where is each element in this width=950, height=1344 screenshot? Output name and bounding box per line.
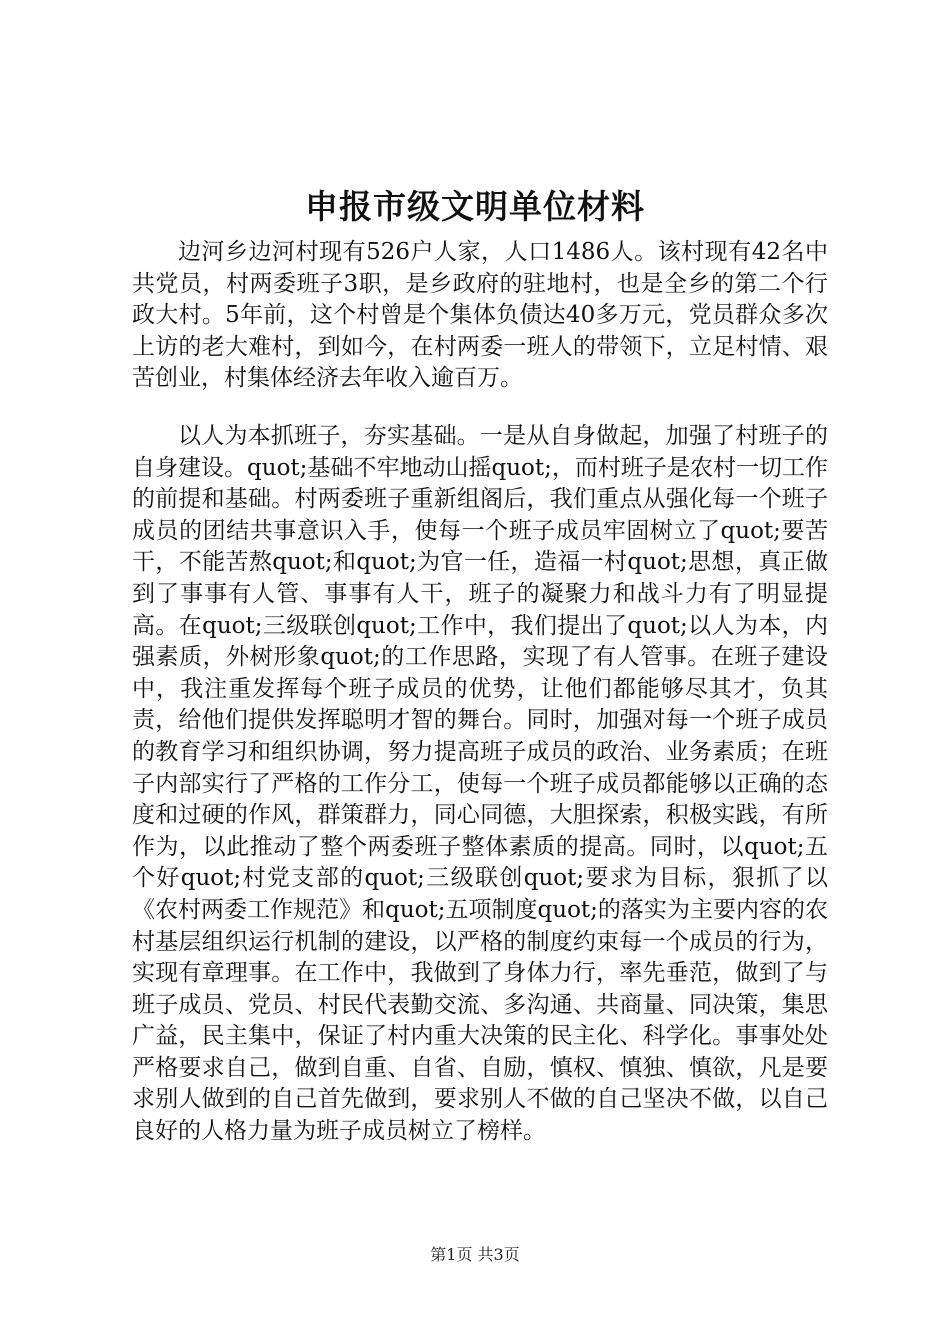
paragraph-intro: 边河乡边河村现有526户人家，人口1486人。该村现有42名中共党员，村两委班子3职，是乡政府的驻地村，也是全乡的第二个行政大村。5年前，这个村曾是个集体负债达40多万元，党员群众多次上访的老大难村，到如今，在村两委一班人的带领下，立足村情、艰苦创业，村集体经济去年收入逾百万。 xyxy=(132,239,828,392)
paragraph-team-building: 以人为本抓班子，夯实基础。一是从自身做起，加强了村班子的自身建设。quot;基础不牢地动山摇quot;，而村班子是农村一切工作的前提和基础。村两委班子重新组阁后，我们重点从强化每一个班子成员的团结共事意识入手，使每一个班子成员牢固树立了quot;要苦干，不能苦熬quot;和quot;为官一任，造福一村quot;思想，真正做到了事事有人管、事事有人干，班子的凝聚力和战斗力有了明显提高。在quot;三级联创quot;工作中，我们提出了quot;以人为本，内强素质，外树形象quot;的工作思路，实现了有人管事。在班子建设中，我注重发挥每个班子成员的优势，让他们都能够尽其才，负其责，给他们提供发挥聪明才智的舞台。同时，加强对每一个班子成员的教育学习和组织协调，努力提高班子成员的政治、业务素质；在班子内部实行了严格的工作分工，使每一个班子成员都能够以正确的态度和过硬的作风，群策群力，同心同德，大胆探索，积极实践，有所作为，以此推动了整个两委班子整体素质的提高。同时，以quot;五个好quot;村党支部的quot;三级联创quot;要求为目标，狠抓了以《农村两委工作规范》和quot;五项制度quot;的落实为主要内容的农村基层组织运行机制的建设，以严格的制度约束每一个成员的行为，实现有章理事。在工作中，我做到了身体力行，率先垂范，做到了与班子成员、党员、村民代表勤交流、多沟通、共商量、同决策，集思广益，民主集中，保证了村内重大决策的民主化、科学化。事事处处严格要求自己，做到自重、自省、自励，慎权、慎独、慎欲，凡是要求别人做到的自己首先做到，要求别人不做的自己坚决不做，以自己良好的人格力量为班子成员树立了榜样。 xyxy=(132,423,828,1145)
document-title: 申报市级文明单位材料 xyxy=(305,187,645,226)
page-number-footer: 第1页 共3页 xyxy=(430,1245,520,1264)
